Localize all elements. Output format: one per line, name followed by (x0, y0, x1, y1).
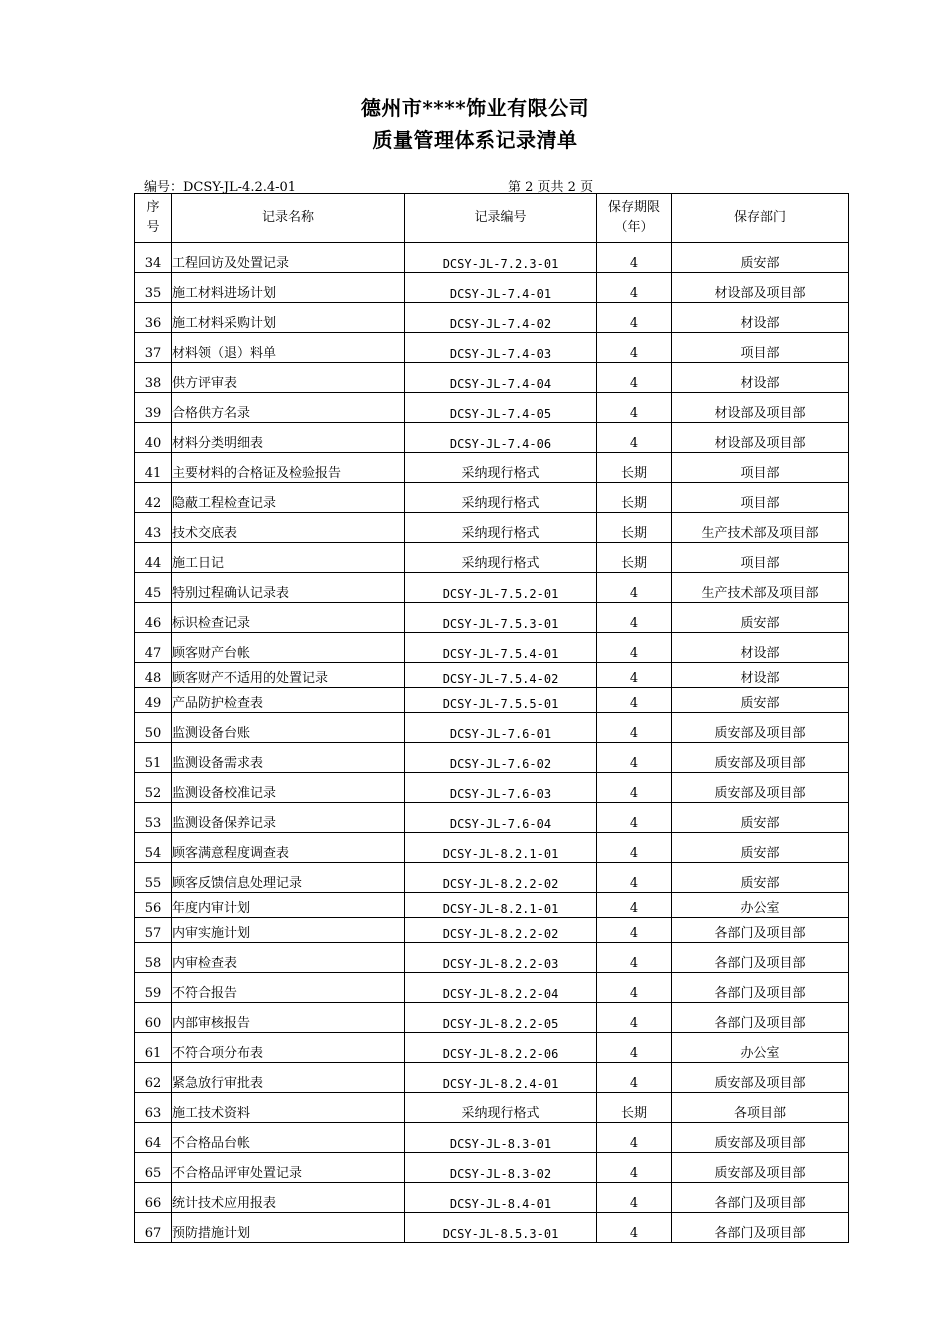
row-department: 质安部 (672, 803, 849, 833)
row-record-code: DCSY-JL-7.4-06 (405, 423, 597, 453)
row-record-name: 不符合项分布表 (172, 1033, 405, 1063)
row-record-code: DCSY-JL-8.2.1-01 (405, 833, 597, 863)
row-serial-number: 45 (135, 573, 172, 603)
row-record-code: 采纳现行格式 (405, 483, 597, 513)
row-retention-period: 4 (597, 333, 672, 363)
row-department: 各部门及项目部 (672, 918, 849, 943)
row-record-code: DCSY-JL-7.6-04 (405, 803, 597, 833)
row-record-code: DCSY-JL-8.2.2-02 (405, 918, 597, 943)
table-body (135, 243, 849, 1243)
row-record-code: DCSY-JL-8.2.2-04 (405, 973, 597, 1003)
row-serial-number: 60 (135, 1003, 172, 1033)
row-department: 各部门及项目部 (672, 943, 849, 973)
table-row (135, 1213, 849, 1243)
row-serial-number: 58 (135, 943, 172, 973)
row-record-name: 不符合报告 (172, 973, 405, 1003)
row-serial-number: 48 (135, 663, 172, 688)
row-record-code: DCSY-JL-8.2.2-05 (405, 1003, 597, 1033)
row-record-name: 合格供方名录 (172, 393, 405, 423)
row-record-code: DCSY-JL-8.3-02 (405, 1153, 597, 1183)
company-title: 德州市****饰业有限公司 (360, 96, 590, 120)
row-retention-period: 4 (597, 863, 672, 893)
row-serial-number: 62 (135, 1063, 172, 1093)
header-period-line2: （年） (614, 220, 654, 235)
row-department: 项目部 (672, 333, 849, 363)
table-row (135, 333, 849, 363)
table-row (135, 1003, 849, 1033)
table-row (135, 513, 849, 543)
row-record-name: 技术交底表 (172, 513, 405, 543)
row-serial-number: 61 (135, 1033, 172, 1063)
row-record-name: 供方评审表 (172, 363, 405, 393)
row-retention-period: 4 (597, 918, 672, 943)
row-serial-number: 51 (135, 743, 172, 773)
row-department: 质安部及项目部 (672, 1063, 849, 1093)
header-department: 保存部门 (672, 194, 849, 243)
table-row (135, 893, 849, 918)
row-serial-number: 63 (135, 1093, 172, 1123)
row-serial-number: 38 (135, 363, 172, 393)
row-record-name: 顾客反馈信息处理记录 (172, 863, 405, 893)
table-header-row (135, 194, 849, 243)
table-row (135, 573, 849, 603)
row-department: 各项目部 (672, 1093, 849, 1123)
row-retention-period: 4 (597, 973, 672, 1003)
table-row (135, 1153, 849, 1183)
header-serial-line1: 序 (146, 200, 160, 215)
page-number: 第 2 页共 2 页 (508, 180, 594, 195)
row-department: 材设部及项目部 (672, 273, 849, 303)
row-serial-number: 37 (135, 333, 172, 363)
row-serial-number: 59 (135, 973, 172, 1003)
row-retention-period: 长期 (597, 543, 672, 573)
table-row (135, 393, 849, 423)
row-record-code: DCSY-JL-8.3-01 (405, 1123, 597, 1153)
row-record-code: 采纳现行格式 (405, 453, 597, 483)
row-record-name: 年度内审计划 (172, 893, 405, 918)
row-record-name: 监测设备需求表 (172, 743, 405, 773)
row-retention-period: 4 (597, 363, 672, 393)
row-serial-number: 39 (135, 393, 172, 423)
row-record-code: 采纳现行格式 (405, 513, 597, 543)
row-record-name: 预防措施计划 (172, 1213, 405, 1243)
row-serial-number: 66 (135, 1183, 172, 1213)
row-record-name: 内审检查表 (172, 943, 405, 973)
records-table (134, 193, 849, 1243)
row-department: 质安部及项目部 (672, 1123, 849, 1153)
header-record-name: 记录名称 (172, 194, 405, 243)
row-retention-period: 4 (597, 1183, 672, 1213)
row-record-name: 不合格品台帐 (172, 1123, 405, 1153)
row-record-name: 施工材料进场计划 (172, 273, 405, 303)
row-record-name: 不合格品评审处置记录 (172, 1153, 405, 1183)
row-record-name: 施工日记 (172, 543, 405, 573)
row-department: 质安部及项目部 (672, 1153, 849, 1183)
row-department: 各部门及项目部 (672, 1183, 849, 1213)
row-department: 材设部 (672, 663, 849, 688)
row-serial-number: 49 (135, 688, 172, 713)
table-row (135, 863, 849, 893)
row-record-code: DCSY-JL-8.4-01 (405, 1183, 597, 1213)
row-record-name: 内审实施计划 (172, 918, 405, 943)
row-serial-number: 50 (135, 713, 172, 743)
table-row (135, 833, 849, 863)
row-serial-number: 54 (135, 833, 172, 863)
row-record-code: DCSY-JL-8.5.3-01 (405, 1213, 597, 1243)
row-retention-period: 4 (597, 633, 672, 663)
row-record-name: 统计技术应用报表 (172, 1183, 405, 1213)
row-record-code: DCSY-JL-7.5.5-01 (405, 688, 597, 713)
row-serial-number: 64 (135, 1123, 172, 1153)
row-department: 质安部 (672, 833, 849, 863)
table-row (135, 773, 849, 803)
table-row (135, 453, 849, 483)
row-record-name: 材料领（退）料单 (172, 333, 405, 363)
row-department: 项目部 (672, 483, 849, 513)
row-record-name: 特别过程确认记录表 (172, 573, 405, 603)
row-serial-number: 42 (135, 483, 172, 513)
row-serial-number: 46 (135, 603, 172, 633)
row-record-name: 材料分类明细表 (172, 423, 405, 453)
row-record-code: DCSY-JL-7.4-02 (405, 303, 597, 333)
row-record-code: DCSY-JL-7.4-05 (405, 393, 597, 423)
table-row (135, 918, 849, 943)
row-retention-period: 4 (597, 688, 672, 713)
row-retention-period: 长期 (597, 483, 672, 513)
row-retention-period: 4 (597, 273, 672, 303)
row-record-code: DCSY-JL-7.4-01 (405, 273, 597, 303)
row-department: 各部门及项目部 (672, 1213, 849, 1243)
table-row (135, 1033, 849, 1063)
row-department: 质安部及项目部 (672, 713, 849, 743)
row-department: 各部门及项目部 (672, 973, 849, 1003)
row-serial-number: 52 (135, 773, 172, 803)
table-row (135, 743, 849, 773)
header-record-code: 记录编号 (405, 194, 597, 243)
row-record-name: 内部审核报告 (172, 1003, 405, 1033)
table-row (135, 663, 849, 688)
row-retention-period: 4 (597, 893, 672, 918)
row-serial-number: 43 (135, 513, 172, 543)
row-record-code: DCSY-JL-7.5.3-01 (405, 603, 597, 633)
row-record-code: DCSY-JL-8.2.2-06 (405, 1033, 597, 1063)
row-record-name: 产品防护检查表 (172, 688, 405, 713)
row-record-code: DCSY-JL-7.6-01 (405, 713, 597, 743)
table-row (135, 1123, 849, 1153)
row-serial-number: 67 (135, 1213, 172, 1243)
row-retention-period: 4 (597, 393, 672, 423)
row-serial-number: 56 (135, 893, 172, 918)
header-period-line1: 保存期限 (607, 200, 660, 215)
row-record-name: 施工材料采购计划 (172, 303, 405, 333)
row-retention-period: 4 (597, 1123, 672, 1153)
row-record-code: 采纳现行格式 (405, 543, 597, 573)
row-serial-number: 36 (135, 303, 172, 333)
row-retention-period: 4 (597, 1213, 672, 1243)
row-retention-period: 4 (597, 943, 672, 973)
row-serial-number: 47 (135, 633, 172, 663)
row-retention-period: 4 (597, 663, 672, 688)
row-record-name: 顾客满意程度调查表 (172, 833, 405, 863)
row-department: 质安部及项目部 (672, 773, 849, 803)
row-department: 办公室 (672, 1033, 849, 1063)
row-serial-number: 44 (135, 543, 172, 573)
header-retention-period (597, 194, 672, 243)
row-record-name: 隐蔽工程检查记录 (172, 483, 405, 513)
row-record-name: 工程回访及处置记录 (172, 243, 405, 273)
row-serial-number: 53 (135, 803, 172, 833)
table-row (135, 943, 849, 973)
row-department: 生产技术部及项目部 (672, 513, 849, 543)
row-serial-number: 41 (135, 453, 172, 483)
table-row (135, 273, 849, 303)
row-record-code: DCSY-JL-7.4-03 (405, 333, 597, 363)
row-record-code: DCSY-JL-7.5.4-02 (405, 663, 597, 688)
row-department: 质安部及项目部 (672, 743, 849, 773)
row-serial-number: 55 (135, 863, 172, 893)
row-record-code: DCSY-JL-7.6-03 (405, 773, 597, 803)
row-department: 质安部 (672, 863, 849, 893)
document-title: 质量管理体系记录清单 (372, 128, 578, 152)
row-record-code: DCSY-JL-8.2.1-01 (405, 893, 597, 918)
row-department: 项目部 (672, 453, 849, 483)
table-row (135, 603, 849, 633)
row-serial-number: 40 (135, 423, 172, 453)
row-retention-period: 4 (597, 833, 672, 863)
row-department: 材设部 (672, 303, 849, 333)
row-retention-period: 4 (597, 1003, 672, 1033)
row-retention-period: 4 (597, 423, 672, 453)
row-record-code: DCSY-JL-7.5.2-01 (405, 573, 597, 603)
row-serial-number: 34 (135, 243, 172, 273)
row-department: 各部门及项目部 (672, 1003, 849, 1033)
table-row (135, 713, 849, 743)
row-department: 材设部及项目部 (672, 393, 849, 423)
row-record-code: DCSY-JL-8.2.4-01 (405, 1063, 597, 1093)
table-row (135, 973, 849, 1003)
row-department: 生产技术部及项目部 (672, 573, 849, 603)
row-department: 办公室 (672, 893, 849, 918)
document-code: 编号：DCSY-JL-4.2.4-01 (144, 180, 297, 195)
row-record-code: DCSY-JL-7.4-04 (405, 363, 597, 393)
row-record-code: DCSY-JL-8.2.2-03 (405, 943, 597, 973)
table-row (135, 243, 849, 273)
row-retention-period: 4 (597, 303, 672, 333)
table-row (135, 423, 849, 453)
row-record-name: 施工技术资料 (172, 1093, 405, 1123)
table-row (135, 363, 849, 393)
row-retention-period: 长期 (597, 453, 672, 483)
table-row (135, 803, 849, 833)
table-row (135, 1093, 849, 1123)
row-retention-period: 4 (597, 573, 672, 603)
row-retention-period: 4 (597, 773, 672, 803)
row-record-code: 采纳现行格式 (405, 1093, 597, 1123)
row-retention-period: 4 (597, 1033, 672, 1063)
row-retention-period: 4 (597, 803, 672, 833)
header-serial-number (135, 194, 172, 243)
row-serial-number: 57 (135, 918, 172, 943)
row-record-code: DCSY-JL-8.2.2-02 (405, 863, 597, 893)
row-retention-period: 4 (597, 603, 672, 633)
row-record-name: 紧急放行审批表 (172, 1063, 405, 1093)
table-row (135, 688, 849, 713)
row-department: 材设部 (672, 363, 849, 393)
row-record-name: 顾客财产不适用的处置记录 (172, 663, 405, 688)
row-record-name: 监测设备校准记录 (172, 773, 405, 803)
table-row (135, 303, 849, 333)
header-serial-line2: 号 (146, 220, 160, 235)
row-record-name: 监测设备保养记录 (172, 803, 405, 833)
table-row (135, 483, 849, 513)
row-serial-number: 65 (135, 1153, 172, 1183)
row-retention-period: 4 (597, 243, 672, 273)
row-record-name: 主要材料的合格证及检验报告 (172, 453, 405, 483)
row-department: 材设部 (672, 633, 849, 663)
row-serial-number: 35 (135, 273, 172, 303)
row-retention-period: 长期 (597, 1093, 672, 1123)
row-retention-period: 长期 (597, 513, 672, 543)
row-department: 项目部 (672, 543, 849, 573)
table-row (135, 1063, 849, 1093)
row-record-code: DCSY-JL-7.5.4-01 (405, 633, 597, 663)
row-department: 质安部 (672, 688, 849, 713)
table-row (135, 543, 849, 573)
row-record-code: DCSY-JL-7.2.3-01 (405, 243, 597, 273)
row-retention-period: 4 (597, 743, 672, 773)
row-record-name: 标识检查记录 (172, 603, 405, 633)
row-retention-period: 4 (597, 713, 672, 743)
row-record-name: 监测设备台账 (172, 713, 405, 743)
row-record-name: 顾客财产台帐 (172, 633, 405, 663)
row-retention-period: 4 (597, 1153, 672, 1183)
table-row (135, 633, 849, 663)
row-department: 材设部及项目部 (672, 423, 849, 453)
row-department: 质安部 (672, 603, 849, 633)
row-record-code: DCSY-JL-7.6-02 (405, 743, 597, 773)
table-row (135, 1183, 849, 1213)
row-retention-period: 4 (597, 1063, 672, 1093)
row-department: 质安部 (672, 243, 849, 273)
